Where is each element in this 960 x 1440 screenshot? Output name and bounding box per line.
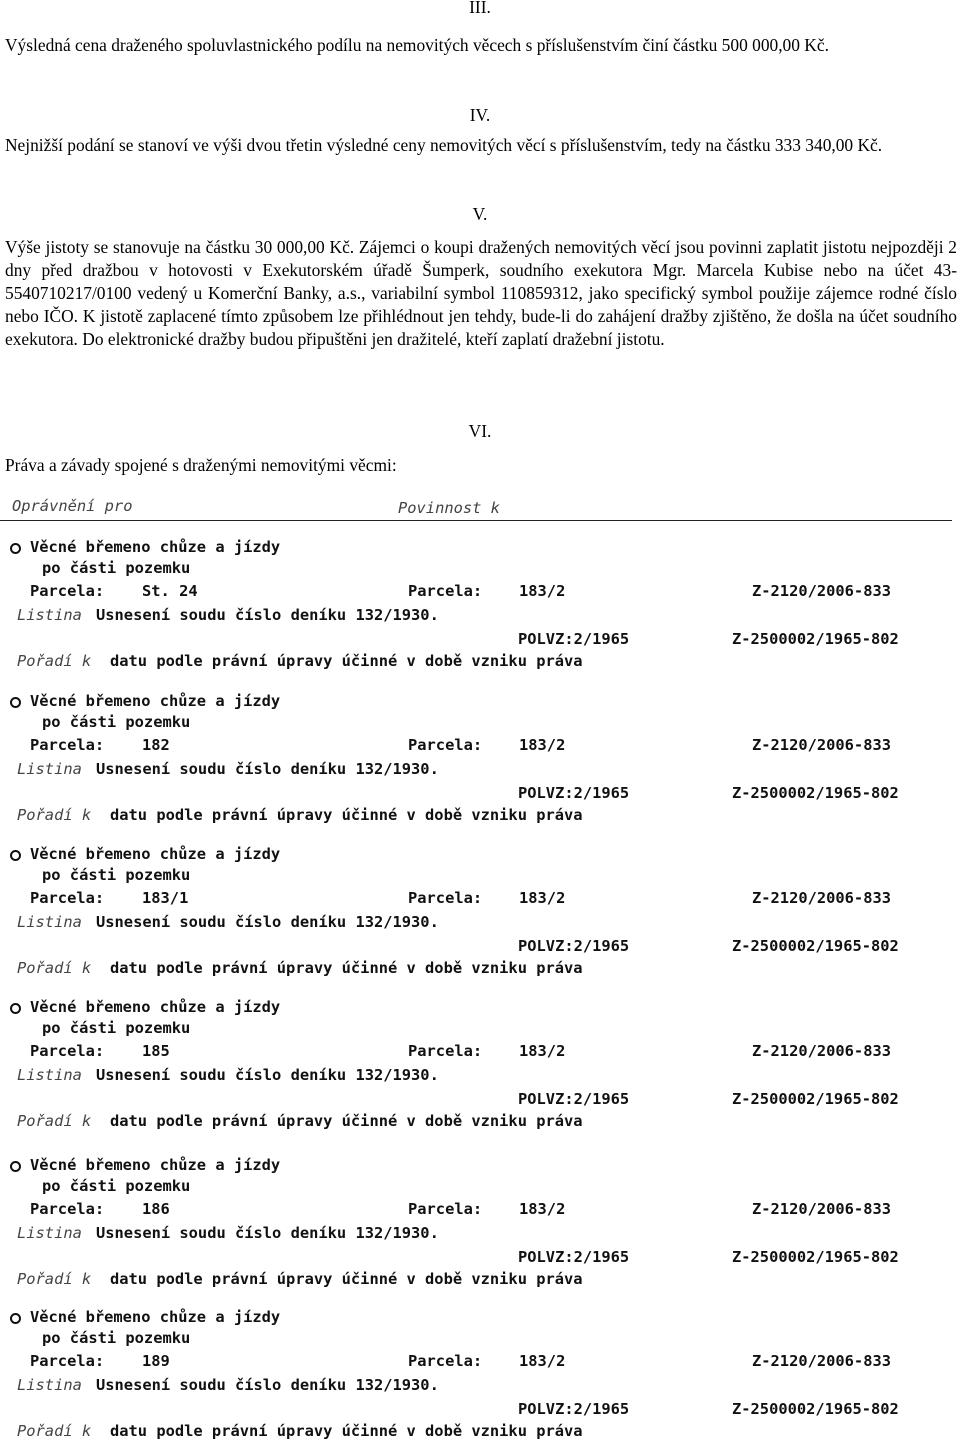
entry-ref1: Z-2120/2006-833 <box>752 736 891 754</box>
entry-polvz: POLVZ:2/1965 <box>518 937 630 955</box>
entry-doc: Usnesení soudu číslo deníku 132/1930. <box>96 1224 439 1242</box>
entry-subtitle: po části pozemku <box>42 866 191 884</box>
entry-doc: Usnesení soudu číslo deníku 132/1930. <box>96 913 439 931</box>
entry-parcel-label: Parcela: <box>30 1042 105 1060</box>
entry-doc-label: Listina <box>17 913 82 931</box>
entry-title: Věcné břemeno chůze a jízdy <box>30 538 281 556</box>
entry-parcel-label: Parcela: <box>30 1352 105 1370</box>
entry-order: datu podle právní úpravy účinné v době vzniku práva <box>110 959 583 977</box>
entry-order: datu podle právní úpravy účinné v době vzniku práva <box>110 652 583 670</box>
bullet-icon <box>10 1003 21 1014</box>
entry-target-value: 183/2 <box>519 582 566 600</box>
section-heading-v: V. <box>472 204 488 224</box>
entry-parcel-label: Parcela: <box>30 736 105 754</box>
entry-parcel-label: Parcela: <box>30 582 105 600</box>
entry-doc: Usnesení soudu číslo deníku 132/1930. <box>96 606 439 624</box>
entry-subtitle: po části pozemku <box>42 1177 191 1195</box>
entry-doc: Usnesení soudu číslo deníku 132/1930. <box>96 1066 439 1084</box>
entry-polvz: POLVZ:2/1965 <box>518 1400 630 1418</box>
entry-parcel-label: Parcela: <box>30 1200 105 1218</box>
entry-order: datu podle právní úpravy účinné v době vzniku práva <box>110 1112 583 1130</box>
entry-ref1: Z-2120/2006-833 <box>752 889 891 907</box>
entry-order-label: Pořadí k <box>17 1112 92 1130</box>
bullet-icon <box>10 1313 21 1324</box>
entry-ref2: Z-2500002/1965-802 <box>732 1090 899 1108</box>
entry-order-label: Pořadí k <box>17 1270 92 1288</box>
entry-doc: Usnesení soudu číslo deníku 132/1930. <box>96 1376 439 1394</box>
entry-target-value: 183/2 <box>519 1352 566 1370</box>
entry-subtitle: po části pozemku <box>42 1019 191 1037</box>
entry-ref1: Z-2120/2006-833 <box>752 1200 891 1218</box>
header-opravneni: Oprávnění pro <box>12 497 133 515</box>
header-povinnost: Povinnost k <box>398 499 500 517</box>
entry-target-label: Parcela: <box>408 1042 483 1060</box>
entry-target-value: 183/2 <box>519 1042 566 1060</box>
section-heading-vi: VI. <box>468 421 492 441</box>
entry-target-label: Parcela: <box>408 1200 483 1218</box>
entry-order-label: Pořadí k <box>17 652 92 670</box>
entry-subtitle: po části pozemku <box>42 559 191 577</box>
entry-order-label: Pořadí k <box>17 806 92 824</box>
entry-ref2: Z-2500002/1965-802 <box>732 784 899 802</box>
entry-title: Věcné břemeno chůze a jízdy <box>30 1308 281 1326</box>
section-heading-iv: IV. <box>469 105 491 125</box>
entry-polvz: POLVZ:2/1965 <box>518 784 630 802</box>
entry-ref2: Z-2500002/1965-802 <box>732 937 899 955</box>
entry-title: Věcné břemeno chůze a jízdy <box>30 692 281 710</box>
entry-doc: Usnesení soudu číslo deníku 132/1930. <box>96 760 439 778</box>
entry-target-value: 183/2 <box>519 1200 566 1218</box>
entry-doc-label: Listina <box>17 1066 82 1084</box>
entry-order: datu podle právní úpravy účinné v době vzniku práva <box>110 806 583 824</box>
entry-parcel-value: 189 <box>142 1352 170 1370</box>
entry-order: datu podle právní úpravy účinné v době vzniku práva <box>110 1270 583 1288</box>
entry-order: datu podle právní úpravy účinné v době vzniku práva <box>110 1422 583 1440</box>
bullet-icon <box>10 543 21 554</box>
entry-doc-label: Listina <box>17 1376 82 1394</box>
bullet-icon <box>10 697 21 708</box>
bullet-icon <box>10 1161 21 1172</box>
section-iv-text: Nejnižší podání se stanoví ve výši dvou třetin výsledné ceny nemovitých věcí s příslušenstvím, tedy na částku 333 340,00 Kč. <box>5 135 883 155</box>
entry-target-label: Parcela: <box>408 736 483 754</box>
entry-parcel-label: Parcela: <box>30 889 105 907</box>
entry-title: Věcné břemeno chůze a jízdy <box>30 845 281 863</box>
entry-ref2: Z-2500002/1965-802 <box>732 630 899 648</box>
entry-order-label: Pořadí k <box>17 1422 92 1440</box>
entry-parcel-value: 182 <box>142 736 170 754</box>
entry-polvz: POLVZ:2/1965 <box>518 1248 630 1266</box>
entry-target-label: Parcela: <box>408 582 483 600</box>
header-divider <box>0 520 952 521</box>
section-v-text: Výše jistoty se stanovuje na částku 30 000,00 Kč. Zájemci o koupi dražených nemovitých věcí jsou povinni zaplatit jistotu nejpozději 2 dny před dražbou v hotovosti v Exekutorském úřadě Šumperk, soudního exekutora Mgr. Marcela Kubise nebo na účet 43-5540710217/0100 vedený u Komerční Banky, a.s., variabilní symbol 110859312, jako specifický symbol použije zájemce rodné číslo nebo IČO. K jistotě zaplacené tímto způsobem lze přihlédnout jen tehdy, bude-li do zahájení dražby zjištěno, že došla na účet soudního exekutora. Do elektronické dražby budou připuštěni jen dražitelé, kteří zaplatí dražební jistotu. <box>5 237 957 349</box>
section-vi-intro: Práva a závady spojené s draženými nemovitými věcmi: <box>5 455 397 475</box>
entry-parcel-value: 186 <box>142 1200 170 1218</box>
entry-subtitle: po části pozemku <box>42 1329 191 1347</box>
entry-doc-label: Listina <box>17 760 82 778</box>
entry-order-label: Pořadí k <box>17 959 92 977</box>
entry-ref1: Z-2120/2006-833 <box>752 1042 891 1060</box>
entry-title: Věcné břemeno chůze a jízdy <box>30 998 281 1016</box>
entry-polvz: POLVZ:2/1965 <box>518 1090 630 1108</box>
entry-ref2: Z-2500002/1965-802 <box>732 1400 899 1418</box>
entry-title: Věcné břemeno chůze a jízdy <box>30 1156 281 1174</box>
entry-parcel-value: 183/1 <box>142 889 189 907</box>
bullet-icon <box>10 850 21 861</box>
entry-subtitle: po části pozemku <box>42 713 191 731</box>
section-heading-iii: III. <box>469 0 491 17</box>
entry-doc-label: Listina <box>17 1224 82 1242</box>
entry-parcel-value: 185 <box>142 1042 170 1060</box>
entry-target-value: 183/2 <box>519 889 566 907</box>
entry-ref1: Z-2120/2006-833 <box>752 582 891 600</box>
entry-ref1: Z-2120/2006-833 <box>752 1352 891 1370</box>
entry-target-value: 183/2 <box>519 736 566 754</box>
entry-ref2: Z-2500002/1965-802 <box>732 1248 899 1266</box>
section-iii-text: Výsledná cena draženého spoluvlastnického podílu na nemovitých věcech s příslušenstvím činí částku 500 000,00 Kč. <box>5 35 829 55</box>
entry-target-label: Parcela: <box>408 1352 483 1370</box>
entry-polvz: POLVZ:2/1965 <box>518 630 630 648</box>
entry-target-label: Parcela: <box>408 889 483 907</box>
entry-parcel-value: St. 24 <box>142 582 198 600</box>
entry-doc-label: Listina <box>17 606 82 624</box>
